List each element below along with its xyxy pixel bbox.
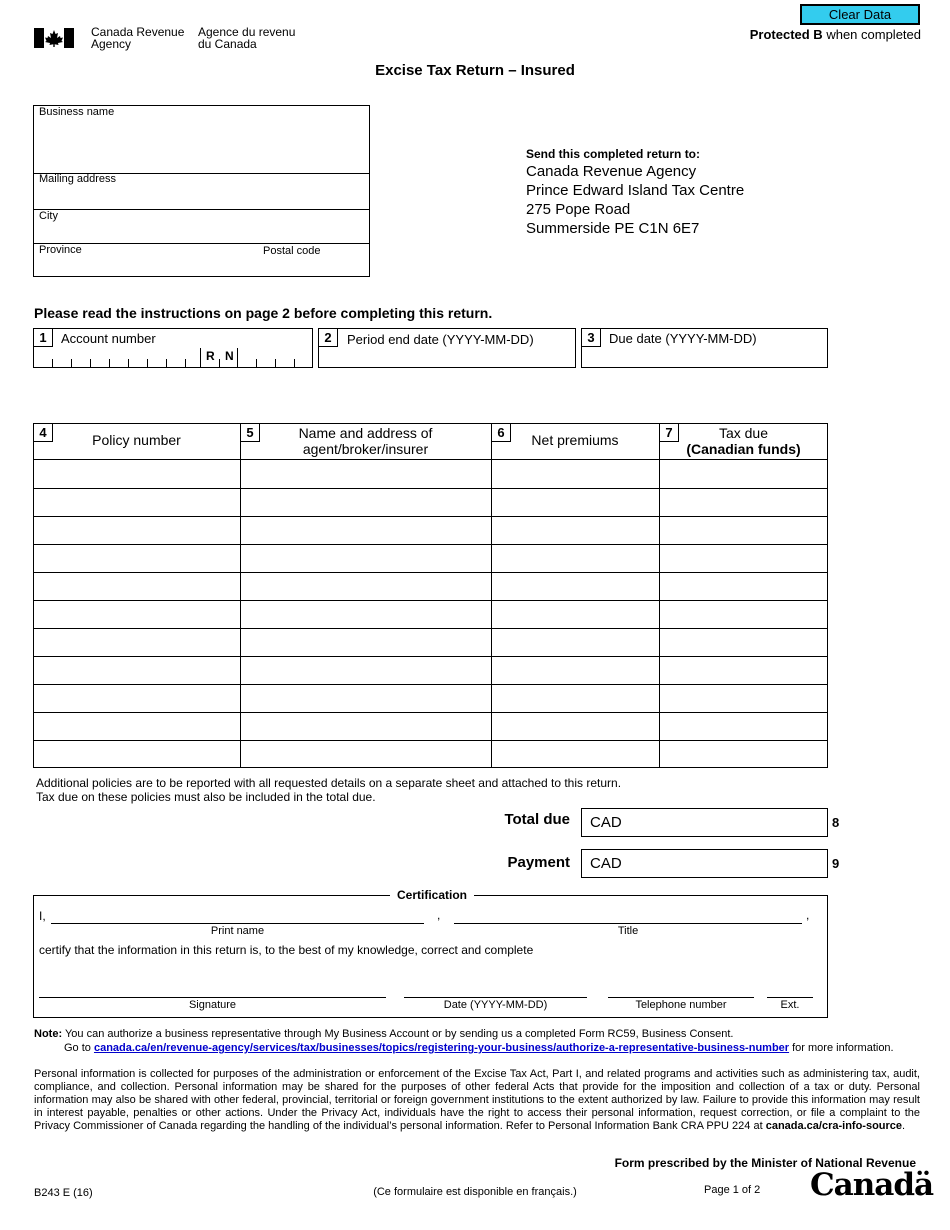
- account-number-label: Account number: [61, 331, 156, 346]
- protected-b-bold: Protected B: [749, 27, 823, 42]
- province-field[interactable]: [34, 258, 254, 276]
- agent-broker-insurer-cell[interactable]: [241, 601, 490, 627]
- page-number: Page 1 of 2: [704, 1184, 761, 1196]
- agency-name-fr: [198, 26, 295, 50]
- agency-fr-line2: du Canada: [198, 37, 257, 51]
- telephone-field[interactable]: [608, 997, 754, 998]
- policy-number-cell[interactable]: [34, 685, 239, 711]
- col-5-number: 5: [240, 423, 260, 442]
- col-tax-due-label2: (Canadian funds): [686, 441, 801, 457]
- province-label: Province: [39, 244, 82, 256]
- policy-number-cell[interactable]: [34, 573, 239, 599]
- certification-title: Certification: [390, 888, 474, 902]
- telephone-label: Telephone number: [635, 999, 727, 1011]
- agent-broker-insurer-cell[interactable]: [241, 489, 490, 515]
- total-due-currency: CAD: [590, 814, 622, 831]
- total-due-line-number: 8: [832, 815, 840, 830]
- policy-number-cell[interactable]: [34, 657, 239, 683]
- due-date-label: Due date (YYYY-MM-DD): [609, 331, 757, 346]
- postal-code-field[interactable]: [260, 258, 368, 276]
- col-4-number: 4: [33, 423, 53, 442]
- col-agent-label1: Name and address of: [298, 425, 433, 441]
- additional-note-line1: Additional policies are to be reported with all requested details on a separate sheet and attached to this return.: [36, 776, 622, 790]
- payment-currency: CAD: [590, 855, 622, 872]
- net-premiums-cell[interactable]: [492, 685, 658, 711]
- net-premiums-cell[interactable]: [492, 461, 658, 487]
- send-to-block: [526, 147, 744, 238]
- city-label: City: [39, 210, 58, 222]
- additional-note-line2: Tax due on these policies must also be included in the total due.: [36, 790, 376, 804]
- net-premiums-cell[interactable]: [492, 629, 658, 655]
- print-name-label: Print name: [210, 925, 265, 937]
- agency-fr-line1: Agence du revenu: [198, 25, 296, 39]
- col-policy-number-header: [33, 432, 240, 448]
- send-to-line1: Canada Revenue Agency: [526, 163, 697, 180]
- tax-due-cell[interactable]: [660, 657, 827, 683]
- col-policy-number-label: Policy number: [92, 432, 181, 448]
- canada-wordmark: Canadä: [810, 1167, 934, 1203]
- policy-number-cell[interactable]: [34, 601, 239, 627]
- col-7-number: 7: [659, 423, 679, 442]
- col-tax-due-header: [659, 425, 828, 457]
- policy-number-cell[interactable]: [34, 741, 239, 767]
- certification-statement: certify that the information in this return is, to the best of my knowledge, correct and complete: [39, 943, 534, 957]
- payment-field[interactable]: [581, 849, 828, 878]
- col-tax-due-label1: Tax due: [718, 425, 769, 441]
- net-premiums-cell[interactable]: [492, 657, 658, 683]
- net-premiums-cell[interactable]: [492, 489, 658, 515]
- tax-due-cell[interactable]: [660, 517, 827, 543]
- agent-broker-insurer-cell[interactable]: [241, 741, 490, 767]
- note-after: for more information.: [792, 1042, 894, 1054]
- mailing-address-field[interactable]: [34, 187, 369, 208]
- tax-due-cell[interactable]: [660, 573, 827, 599]
- instructions-text: Please read the instructions on page 2 before completing this return.: [34, 305, 493, 321]
- col-agent-header: [240, 425, 491, 457]
- title-label: Title: [617, 925, 639, 937]
- account-rn-n: N: [225, 349, 234, 363]
- agent-broker-insurer-cell[interactable]: [241, 713, 490, 739]
- representative-link[interactable]: canada.ca/en/revenue-agency/services/tax/businesses/topics/registering-your-business/authorize-a-representative-business-number: [93, 1042, 790, 1054]
- note-block: [34, 1027, 914, 1055]
- postal-code-label: Postal code: [263, 245, 321, 257]
- send-to-line3: 275 Pope Road: [526, 201, 631, 218]
- field-2-number: 2: [318, 328, 338, 347]
- net-premiums-cell[interactable]: [492, 545, 658, 571]
- period-end-date-label: Period end date (YYYY-MM-DD): [347, 332, 534, 347]
- net-premiums-cell[interactable]: [492, 741, 658, 767]
- col-6-number: 6: [491, 423, 511, 442]
- title-field[interactable]: [454, 923, 802, 924]
- agent-broker-insurer-cell[interactable]: [241, 629, 490, 655]
- ext-field[interactable]: [767, 997, 813, 998]
- signature-label: Signature: [188, 999, 237, 1011]
- print-name-field[interactable]: [51, 923, 424, 924]
- tax-due-cell[interactable]: [660, 741, 827, 767]
- policy-number-cell[interactable]: [34, 713, 239, 739]
- date-field[interactable]: [404, 997, 587, 998]
- note-goto: Go to: [64, 1042, 91, 1054]
- send-to-line4: Summerside PE C1N 6E7: [526, 220, 700, 237]
- certification-comma2: ,: [806, 908, 810, 922]
- certification-i: I,: [39, 909, 46, 923]
- protected-b-rest: when completed: [826, 27, 921, 42]
- tax-due-cell[interactable]: [660, 489, 827, 515]
- note-text: You can authorize a business representative through My Business Account or by sending us a completed Form RC59, Business Consent.: [64, 1028, 734, 1040]
- privacy-text: Personal information is collected for purposes of the administration or enforcement of the Excise Tax Act, Part I, and related programs and activities such as administering tax, audit, compliance, and collection. Personal information may be shared for the purposes of other federal Acts that provide for the imposition and collection of a tax or duty. Personal information may also be shared with other federal, provincial, territorial or foreign government institutions to the extent authorized by law. Failure to provide this information may result in interest payable, penalties or other actions. Under the Privacy Act, individuals have the right to access their personal information, request correction, or file a complaint to the Privacy Commissioner of Canada regarding the handling of the individual’s personal information. Refer to Personal Information Bank CRA PPU 224 at: [34, 1068, 920, 1132]
- info-source-link[interactable]: canada.ca/cra-info-source: [765, 1120, 903, 1132]
- field-3-number: 3: [581, 328, 601, 347]
- field-1-number: 1: [33, 328, 53, 347]
- send-to-heading: Send this completed return to:: [526, 147, 701, 161]
- send-to-line2: Prince Edward Island Tax Centre: [526, 182, 745, 199]
- net-premiums-cell[interactable]: [492, 601, 658, 627]
- additional-policies-note: [36, 776, 621, 804]
- net-premiums-cell[interactable]: [492, 713, 658, 739]
- mailing-address-label: Mailing address: [39, 173, 117, 185]
- protected-b-label: [700, 27, 921, 42]
- agent-broker-insurer-cell[interactable]: [241, 573, 490, 599]
- privacy-end: .: [902, 1120, 906, 1132]
- policy-number-cell[interactable]: [34, 461, 239, 487]
- agent-broker-insurer-cell[interactable]: [241, 685, 490, 711]
- total-due-label: Total due: [504, 811, 570, 828]
- form-code: B243 E (16): [34, 1187, 93, 1199]
- tax-due-cell[interactable]: [660, 713, 827, 739]
- agency-name-en: [91, 26, 184, 50]
- city-field[interactable]: [34, 224, 369, 242]
- agency-en-line2: Agency: [91, 37, 132, 51]
- prescribed-text: Form prescribed by the Minister of National Revenue: [614, 1156, 916, 1170]
- tax-due-cell[interactable]: [660, 601, 827, 627]
- net-premiums-cell[interactable]: [492, 517, 658, 543]
- business-name-label: Business name: [39, 106, 115, 118]
- payment-label: Payment: [507, 854, 570, 871]
- canada-flag-icon: [34, 28, 74, 48]
- col-agent-label2: agent/broker/insurer: [302, 441, 429, 457]
- date-label: Date (YYYY-MM-DD): [443, 999, 548, 1011]
- net-premiums-cell[interactable]: [492, 573, 658, 599]
- policy-number-cell[interactable]: [34, 489, 239, 515]
- certification-comma1: ,: [437, 908, 441, 922]
- account-rn-r: R: [206, 349, 215, 363]
- tax-due-cell[interactable]: [660, 685, 827, 711]
- note-bold: Note:: [34, 1028, 63, 1040]
- policy-number-cell[interactable]: [34, 629, 239, 655]
- agency-en-line1: Canada Revenue: [91, 25, 185, 39]
- tax-due-cell[interactable]: [660, 461, 827, 487]
- col-net-premiums-label: Net premiums: [531, 432, 619, 448]
- col-net-premiums-header: [491, 432, 659, 448]
- agent-broker-insurer-cell[interactable]: [241, 657, 490, 683]
- french-availability: (Ce formulaire est disponible en français.): [373, 1186, 577, 1198]
- agent-broker-insurer-cell[interactable]: [241, 461, 490, 487]
- signature-field[interactable]: [39, 997, 386, 998]
- clear-data-button[interactable]: Clear Data: [800, 4, 920, 25]
- privacy-statement: [34, 1068, 920, 1133]
- business-name-field[interactable]: [34, 120, 369, 172]
- total-due-field[interactable]: [581, 808, 828, 837]
- page-title: Excise Tax Return – Insured: [375, 62, 575, 79]
- policy-number-cell[interactable]: [34, 545, 239, 571]
- agent-broker-insurer-cell[interactable]: [241, 517, 490, 543]
- tax-due-cell[interactable]: [660, 629, 827, 655]
- payment-line-number: 9: [832, 856, 840, 871]
- tax-due-cell[interactable]: [660, 545, 827, 571]
- policy-number-cell[interactable]: [34, 517, 239, 543]
- ext-label: Ext.: [780, 999, 800, 1011]
- agent-broker-insurer-cell[interactable]: [241, 545, 490, 571]
